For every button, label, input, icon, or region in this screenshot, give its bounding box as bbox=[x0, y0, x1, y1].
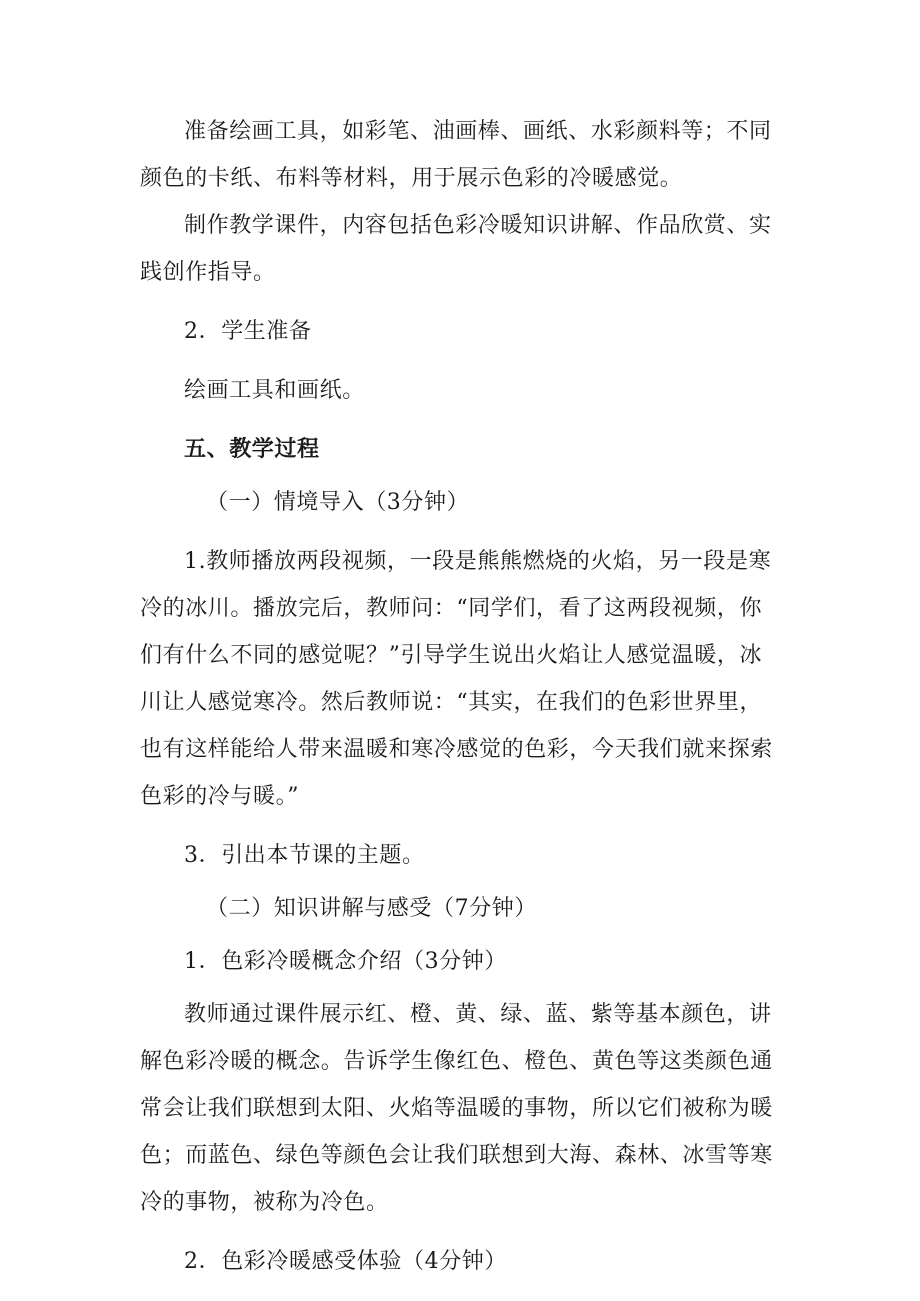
section-heading: 1．色彩冷暖概念介绍（3分钟） bbox=[184, 949, 507, 974]
subsection-heading: （二）知识讲解与感受（7分钟） bbox=[206, 896, 537, 921]
paragraph-line: 解色彩冷暖的概念。告诉学生像红色、橙色、黄色等这类颜色通 bbox=[140, 1049, 773, 1074]
paragraph-line: 教师通过课件展示红、橙、黄、绿、蓝、紫等基本颜色，讲 bbox=[184, 1002, 772, 1027]
paragraph-line: 冷的事物，被称为冷色。 bbox=[140, 1190, 389, 1215]
paragraph-line: 1.教师播放两段视频，一段是熊熊燃烧的火焰，另一段是寒 bbox=[184, 549, 772, 574]
paragraph-line: 制作教学课件，内容包括色彩冷暖知识讲解、作品欣赏、实 bbox=[184, 213, 772, 238]
paragraph-line: 颜色的卡纸、布料等材料，用于展示色彩的冷暖感觉。 bbox=[140, 166, 683, 191]
paragraph-line: 践创作指导。 bbox=[140, 260, 276, 285]
section-heading: 2．色彩冷暖感受体验（4分钟） bbox=[184, 1249, 507, 1274]
paragraph-line: 也有这样能给人带来温暖和寒冷感觉的色彩，今天我们就来探索 bbox=[140, 737, 773, 762]
document-page bbox=[140, 108, 788, 1285]
paragraph-line: 冷的冰川。播放完后，教师问：“同学们，看了这两段视频，你 bbox=[140, 596, 763, 621]
paragraph-line: 绘画工具和画纸。 bbox=[184, 378, 365, 403]
subsection-heading: （一）情境导入（3分钟） bbox=[206, 490, 470, 515]
paragraph-line: 常会让我们联想到太阳、火焰等温暖的事物，所以它们被称为暖 bbox=[140, 1096, 773, 1121]
paragraph-line: 川让人感觉寒冷。然后教师说：“其实，在我们的色彩世界里， bbox=[140, 690, 763, 715]
paragraph-line: 色彩的冷与暖。” bbox=[140, 784, 300, 809]
section-heading: 五、教学过程 bbox=[184, 437, 320, 462]
paragraph-line: 3．引出本节课的主题。 bbox=[184, 843, 425, 868]
section-heading: 2．学生准备 bbox=[184, 319, 312, 344]
paragraph-line: 色；而蓝色、绿色等颜色会让我们联想到大海、森林、冰雪等寒 bbox=[140, 1143, 773, 1168]
paragraph-line: 们有什么不同的感觉呢？”引导学生说出火焰让人感觉温暖，冰 bbox=[140, 643, 763, 668]
paragraph-line: 准备绘画工具，如彩笔、油画棒、画纸、水彩颜料等；不同 bbox=[184, 119, 772, 144]
